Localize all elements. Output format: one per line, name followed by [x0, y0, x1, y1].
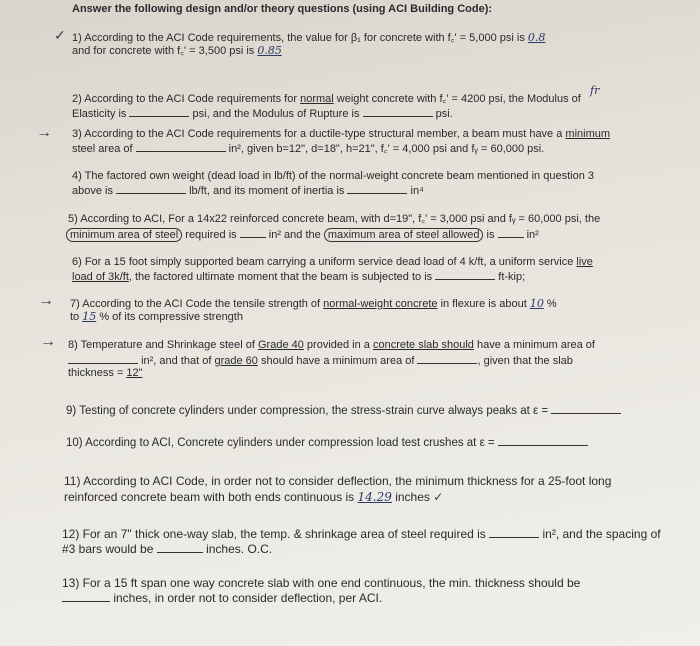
question-1-line2 — [72, 44, 282, 58]
q12-line2-a: #3 bars would be — [62, 542, 154, 556]
question-11 — [64, 474, 611, 489]
q2-blank-elasticity[interactable] — [129, 106, 189, 117]
question-1 — [72, 31, 545, 45]
q8-line1-e: have a minimum area of — [476, 339, 595, 351]
q1-line1: 1) According to the ACI Code requirements, the value for β₁ for concrete with f꜀' = 5,000 psi is — [72, 32, 525, 44]
q1-answer-1: 0.8 — [527, 31, 546, 44]
question-8-line2 — [68, 353, 573, 368]
q6-line1-live: live — [576, 256, 593, 268]
q5-minimum-area-circled: minimum area of steel — [66, 228, 182, 242]
q7-line2-a: to — [70, 311, 80, 323]
question-2-line2 — [72, 106, 453, 121]
question-8 — [68, 339, 595, 352]
question-9 — [66, 403, 621, 418]
q8-grade-40: Grade 40 — [257, 339, 304, 351]
q11-line2-b: inches — [395, 490, 430, 504]
q8-line3-a: thickness = — [68, 367, 124, 379]
q2-line1-c: weight concrete with f꜀' = 4200 psi, the Modulus of — [336, 93, 581, 105]
q7-answer-2: 15 — [82, 310, 97, 323]
question-5 — [68, 213, 600, 226]
q8-blank-grade60[interactable] — [417, 353, 477, 364]
question-5-line2 — [66, 227, 539, 242]
q5-maximum-area-circled: maximum area of steel allowed — [324, 228, 484, 242]
question-6-line2 — [72, 269, 525, 284]
q9-blank[interactable] — [551, 403, 621, 414]
q5-line2-c: in² and the — [268, 229, 321, 241]
question-3-line2 — [72, 141, 544, 156]
q4-line2-b: lb/ft, and its moment of inertia is — [189, 185, 345, 197]
q2-handwritten-note: fr — [590, 84, 600, 97]
checkmark-icon: ✓ — [433, 490, 444, 504]
worksheet-heading: Answer the following design and/or theory questions (using ACI Building Code): — [72, 3, 493, 15]
q6-blank-moment[interactable] — [435, 269, 495, 280]
q7-line2-b: % of its compressive strength — [99, 311, 243, 323]
q2-line2-b: psi, and the Modulus of Rupture is — [192, 108, 360, 120]
q7-line1-a: 7) According to the ACI Code the tensile strength of — [70, 298, 321, 310]
q8-line2-c: should have a minimum area of — [260, 355, 415, 367]
q3-line1-a: 3) According to the ACI Code requirements for a ductile-type structural member, a beam must have a — [72, 128, 563, 140]
q8-line2-d: , given that the slab — [477, 355, 573, 367]
question-8-line3 — [68, 367, 143, 380]
q2-line2-c: psi. — [435, 108, 453, 120]
q4-blank-inertia[interactable] — [347, 183, 407, 194]
question-2 — [72, 93, 581, 106]
q9-text: 9) Testing of concrete cylinders under compression, the stress-strain curve always peaks at ε = — [66, 405, 549, 417]
q8-line1-d: concrete slab should — [372, 339, 474, 351]
q2-blank-rupture[interactable] — [363, 106, 433, 117]
q10-text: 10) According to ACI, Concrete cylinders under compression load test crushes at ε = — [66, 437, 495, 449]
question-12 — [62, 527, 661, 542]
q5-blank-max[interactable] — [498, 227, 524, 238]
question-7-line2 — [70, 310, 243, 324]
q8-line1-a: 8) Temperature and Shrinkage steel of — [68, 339, 255, 351]
q3-line2-a: steel area of — [72, 143, 133, 155]
q6-line2-b: , the factored ultimate moment that the beam is subjected to is — [128, 271, 433, 283]
q5-line2-f: in² — [526, 229, 539, 241]
q2-line1-normal: normal — [300, 93, 334, 105]
question-6 — [72, 256, 593, 269]
q2-line2-a: Elasticity is — [72, 108, 127, 120]
question-13 — [62, 576, 580, 591]
q13-line1: 13) For a 15 ft span one way concrete slab with one end continuous, the min. thickness should be — [62, 576, 581, 590]
question-4 — [72, 170, 594, 183]
q4-line2-c: in⁴ — [410, 185, 424, 197]
checkmark-icon: ✓ — [54, 27, 66, 43]
q11-line1: 11) According to ACI Code, in order not to consider deflection, the minimum thickness for a 25-foot long — [64, 474, 612, 488]
q8-grade-60: grade 60 — [214, 355, 258, 367]
q6-line2-c: ft-kip; — [498, 271, 526, 283]
q7-line1-d: % — [546, 298, 557, 310]
q10-blank[interactable] — [498, 435, 588, 446]
q7-line1-c: in flexure is about — [440, 298, 527, 310]
q6-line2-load: load of 3k/ft — [72, 271, 129, 283]
q5-line2-b: required is — [185, 229, 237, 241]
q12-line1-a: 12) For an 7" thick one-way slab, the temp. & shrinkage area of steel required is — [62, 527, 486, 541]
q13-blank[interactable] — [62, 591, 110, 602]
q4-line2-a: above is — [72, 185, 113, 197]
question-3 — [72, 128, 610, 141]
question-7 — [70, 297, 557, 311]
question-10 — [66, 435, 588, 450]
q13-line2: inches, in order not to consider deflection, per ACI. — [113, 591, 383, 605]
question-11-line2 — [64, 490, 443, 505]
q4-line1: 4) The factored own weight (dead load in lb/ft) of the normal-weight concrete beam mentioned in question 3 — [72, 170, 594, 182]
q8-thickness: 12" — [126, 367, 143, 379]
q1-answer-2: 0.85 — [257, 44, 282, 57]
arrow-icon: → — [36, 124, 52, 141]
q12-line1-b: in², and the spacing of — [542, 527, 661, 541]
q12-blank-spacing[interactable] — [157, 542, 203, 553]
q12-blank-area[interactable] — [489, 527, 539, 538]
question-12-line2 — [62, 542, 272, 557]
question-13-line2 — [62, 591, 382, 606]
q3-line1-minimum: minimum — [565, 128, 611, 140]
q7-line1-nwc: normal-weight concrete — [323, 298, 438, 310]
q5-line2-e: is — [486, 229, 495, 241]
q11-answer: 14.29 — [357, 490, 392, 504]
q12-line2-b: inches. O.C. — [206, 542, 273, 556]
question-4-line2 — [72, 183, 424, 198]
q8-line1-c: provided in a — [306, 339, 370, 351]
q3-blank-steel-area[interactable] — [136, 141, 226, 152]
q7-answer-1: 10 — [529, 297, 544, 310]
arrow-icon: → — [38, 292, 54, 309]
q4-blank-weight[interactable] — [116, 183, 186, 194]
q5-line1: 5) According to ACI, For a 14x22 reinforced concrete beam, with d=19", f꜀' = 3,000 psi and fᵧ = 60,000 psi, the — [68, 213, 601, 225]
q8-blank-grade40[interactable] — [68, 353, 138, 364]
q3-line2-b: in², given b=12", d=18", h=21", f꜀' = 4,000 psi and fᵧ = 60,000 psi. — [228, 143, 545, 155]
q8-line2-a: in², and that of — [141, 355, 212, 367]
arrow-icon: → — [40, 333, 56, 350]
q11-line2-a: reinforced concrete beam with both ends continuous is — [64, 490, 355, 504]
q6-line1-a: 6) For a 15 foot simply supported beam carrying a uniform service dead load of 4 k/ft, a uniform service — [72, 256, 574, 268]
q1-line2: and for concrete with f꜀' = 3,500 psi is — [72, 45, 255, 57]
q5-blank-min[interactable] — [240, 227, 266, 238]
q2-line1-a: 2) According to the ACI Code requirements for — [72, 93, 298, 105]
